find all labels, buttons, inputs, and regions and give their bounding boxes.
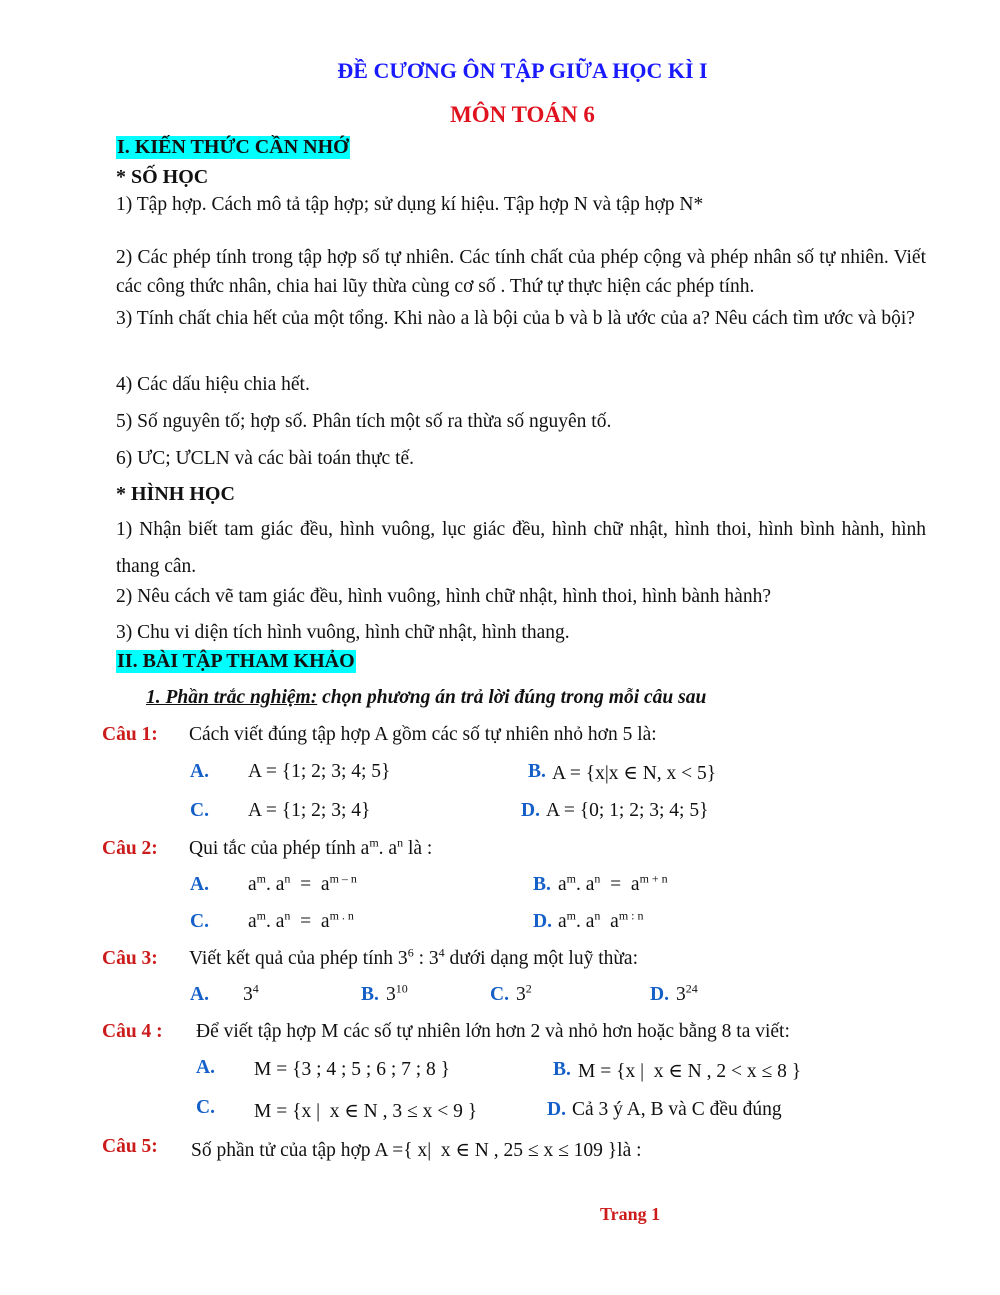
arithmetic-item-4: 4) Các dấu hiệu chia hết. xyxy=(116,374,310,395)
arithmetic-item-1: 1) Tập hợp. Cách mô tả tập hợp; sử dụng kí hiệu. Tập hợp N và tập hợp N* xyxy=(116,194,704,215)
arithmetic-heading: * SỐ HỌC xyxy=(116,166,209,188)
subject-title: MÔN TOÁN 6 xyxy=(450,102,595,127)
q4-option-b-letter: B. xyxy=(553,1059,571,1080)
q4-option-d-value: Cả 3 ý A, B và C đều đúng xyxy=(572,1099,782,1120)
question-4-label: Câu 4 : xyxy=(102,1021,163,1042)
arithmetic-item-5: 5) Số nguyên tố; hợp số. Phân tích một số ra thừa số nguyên tố. xyxy=(116,411,612,432)
q1-option-d-value: A = {0; 1; 2; 3; 4; 5} xyxy=(546,800,709,821)
section2-heading: II. BÀI TẬP THAM KHẢO xyxy=(117,650,355,672)
question-4-text: Để viết tập hợp M các số tự nhiên lớn hơn 2 và nhỏ hơn hoặc bằng 8 ta viết: xyxy=(196,1021,790,1042)
q1-option-b-value: A = {x|x ∈ N, x < 5} xyxy=(552,763,717,784)
question-1-text: Cách viết đúng tập hợp A gồm các số tự nhiên nhỏ hơn 5 là: xyxy=(189,724,657,745)
arithmetic-item-6: 6) ƯC; ƯCLN và các bài toán thực tế. xyxy=(116,448,415,469)
q2-option-c-value: $a^m$. $a^n = a^{m . n}$ xyxy=(248,908,354,932)
q3-option-a-value: $3^4$ xyxy=(243,981,259,1005)
question-5-text: Số phần tử của tập hợp A ={ x| x ∈ N , 25 ≤ x ≤ 109 }là : xyxy=(191,1140,642,1161)
q1-option-a-letter: A. xyxy=(190,761,209,782)
document-title: ĐỀ CƯƠNG ÔN TẬP GIỮA HỌC KÌ I xyxy=(337,58,708,83)
question-3-text: Viết kết quả của phép tính $3^6$ : $3^4$ dưới dạng một luỹ thừa: xyxy=(189,945,639,969)
q3-option-b-letter: B. xyxy=(361,984,379,1005)
section1-heading: I. KIẾN THỨC CẦN NHỚ xyxy=(117,136,349,158)
geometry-item-3: 3) Chu vi diện tích hình vuông, hình chữ nhật, hình thang. xyxy=(116,622,570,643)
q3-option-c-letter: C. xyxy=(490,984,509,1005)
q2-option-b-letter: B. xyxy=(533,874,551,895)
question-3-label: Câu 3: xyxy=(102,948,158,969)
geometry-item-1: 1) Nhận biết tam giác đều, hình vuông, lục giác đều, hình chữ nhật, hình thoi, hình bình hành, hình thang cân. xyxy=(116,519,926,577)
q3-option-d-letter: D. xyxy=(650,984,669,1005)
q2-option-a-value: $a^m$. $a^n = a^{m - n}$ xyxy=(248,871,357,895)
q1-option-c-letter: C. xyxy=(190,800,209,821)
geometry-heading: * HÌNH HỌC xyxy=(116,483,235,505)
q2-option-d-letter: D. xyxy=(533,911,552,932)
q2-option-b-value: $a^m$. $a^n = a^{m + n}$ xyxy=(558,871,668,895)
question-2-label: Câu 2: xyxy=(102,838,158,859)
geometry-item-2: 2) Nêu cách vẽ tam giác đều, hình vuông, hình chữ nhật, hình thoi, hình bành hành? xyxy=(116,586,771,607)
q4-option-b-value: M = {x | x ∈ N , 2 < x ≤ 8 } xyxy=(578,1061,802,1082)
question-5-label: Câu 5: xyxy=(102,1136,158,1157)
q4-option-d-letter: D. xyxy=(547,1099,566,1120)
page-number: Trang 1 xyxy=(600,1204,661,1224)
arithmetic-item-2: 2) Các phép tính trong tập hợp số tự nhiên. Các tính chất của phép cộng và phép nhân số tự nhiên. Viết các công thức nhân, chia hai lũy thừa cùng cơ số . Thứ tự thực hiện các phép tính. xyxy=(116,247,926,297)
q4-option-c-value: M = {x | x ∈ N , 3 ≤ x < 9 } xyxy=(254,1101,478,1122)
part-instruction: chọn phương án trả lời đúng trong mỗi câu sau xyxy=(317,687,707,708)
q3-option-c-value: $3^2$ xyxy=(516,981,532,1005)
q2-option-d-value: $a^m$. $a^n$ $a^{m : n}$ xyxy=(558,908,644,932)
q1-option-d-letter: D. xyxy=(521,800,540,821)
q1-option-a-value: A = {1; 2; 3; 4; 5} xyxy=(248,761,391,782)
q3-option-d-value: $3^{24}$ xyxy=(676,981,698,1005)
arithmetic-item-3: 3) Tính chất chia hết của một tổng. Khi nào a là bội của b và b là ước của a? Nêu cách tìm ước và bội? xyxy=(116,308,915,329)
question-1-label: Câu 1: xyxy=(102,724,158,745)
part-heading xyxy=(146,687,706,709)
q4-option-a-letter: A. xyxy=(196,1057,215,1078)
q1-option-c-value: A = {1; 2; 3; 4} xyxy=(248,800,371,821)
q3-option-a-letter: A. xyxy=(190,984,209,1005)
q4-option-c-letter: C. xyxy=(196,1097,215,1118)
question-2-text: Qui tắc của phép tính $a^m$. $a^n$ là : xyxy=(189,835,433,859)
q4-option-a-value: M = {3 ; 4 ; 5 ; 6 ; 7 ; 8 } xyxy=(254,1059,451,1080)
q3-option-b-value: $3^{10}$ xyxy=(386,981,408,1005)
q2-option-a-letter: A. xyxy=(190,874,209,895)
q2-option-c-letter: C. xyxy=(190,911,209,932)
q1-option-b-letter: B. xyxy=(528,761,546,782)
part-label: 1. Phần trắc nghiệm: xyxy=(146,687,318,708)
